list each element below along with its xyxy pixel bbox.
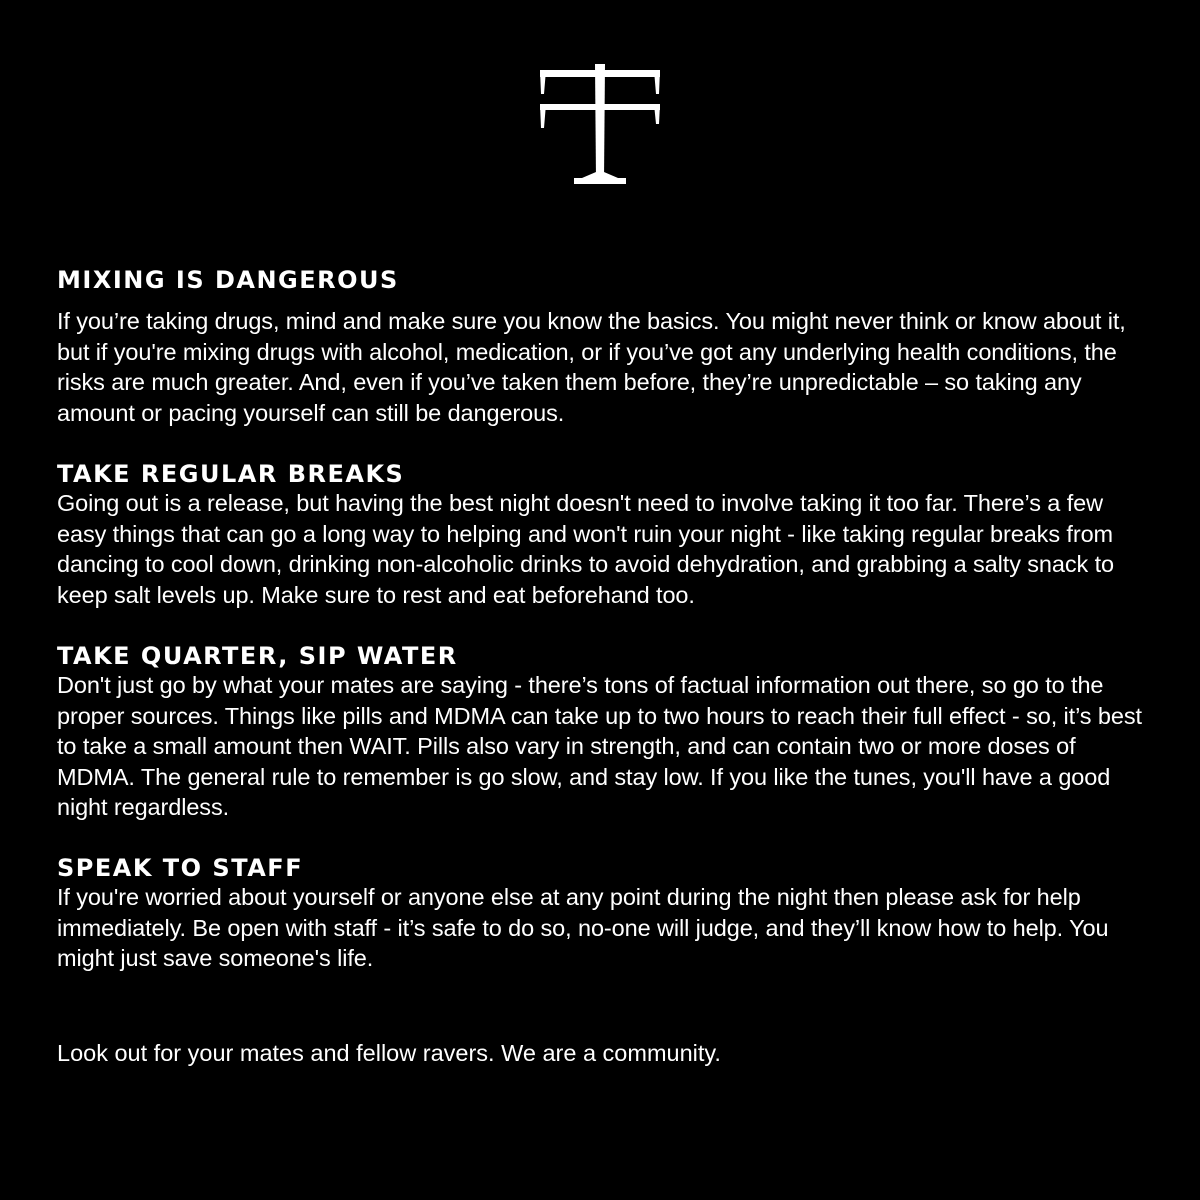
section-mixing-is-dangerous (57, 266, 1157, 428)
section-take-quarter-sip-water (57, 642, 1157, 823)
section-take-regular-breaks (57, 460, 1157, 610)
closing-message: Look out for your mates and fellow ravers. We are a community. (57, 1040, 721, 1066)
section-speak-to-staff (57, 854, 1157, 974)
cross-logo-icon (534, 64, 666, 188)
section-heading: TAKE QUARTER, SIP WATER (57, 642, 458, 670)
section-heading: SPEAK TO STAFF (57, 854, 304, 882)
section-body: If you’re taking drugs, mind and make sure you know the basics. You might never think or know about it, but if you're mixing drugs with alcohol, medication, or if you’ve got any underlying health conditions, the risks are much greater. And, even if you’ve taken them before, they’re unpredictable – so taking any amount or pacing yourself can still be dangerous. (57, 308, 1126, 426)
section-body: If you're worried about yourself or anyone else at any point during the night then please ask for help immediately. Be open with staff - it’s safe to do so, no-one will judge, and they’ll know how to help. You might just save someone's life. (57, 884, 1109, 971)
section-body: Going out is a release, but having the best night doesn't need to involve taking it too far. There’s a few easy things that can go a long way to helping and won't ruin your night - like taking regular breaks from dancing to cool down, drinking non-alcoholic drinks to avoid dehydration, and grabbing a salty snack to keep salt levels up. Make sure to rest and eat beforehand too. (57, 490, 1115, 608)
section-heading: MIXING IS DANGEROUS (57, 266, 399, 294)
section-body: Don't just go by what your mates are saying - there’s tons of factual information out there, so go to the proper sources. Things like pills and MDMA can take up to two hours to reach their full effect - so, it’s best to take a small amount then WAIT. Pills also vary in strength, and can contain two or more doses of MDMA. The general rule to remember is go slow, and stay low. If you like the tunes, you'll have a good night regardless. (57, 672, 1142, 820)
section-heading: TAKE REGULAR BREAKS (57, 460, 405, 488)
